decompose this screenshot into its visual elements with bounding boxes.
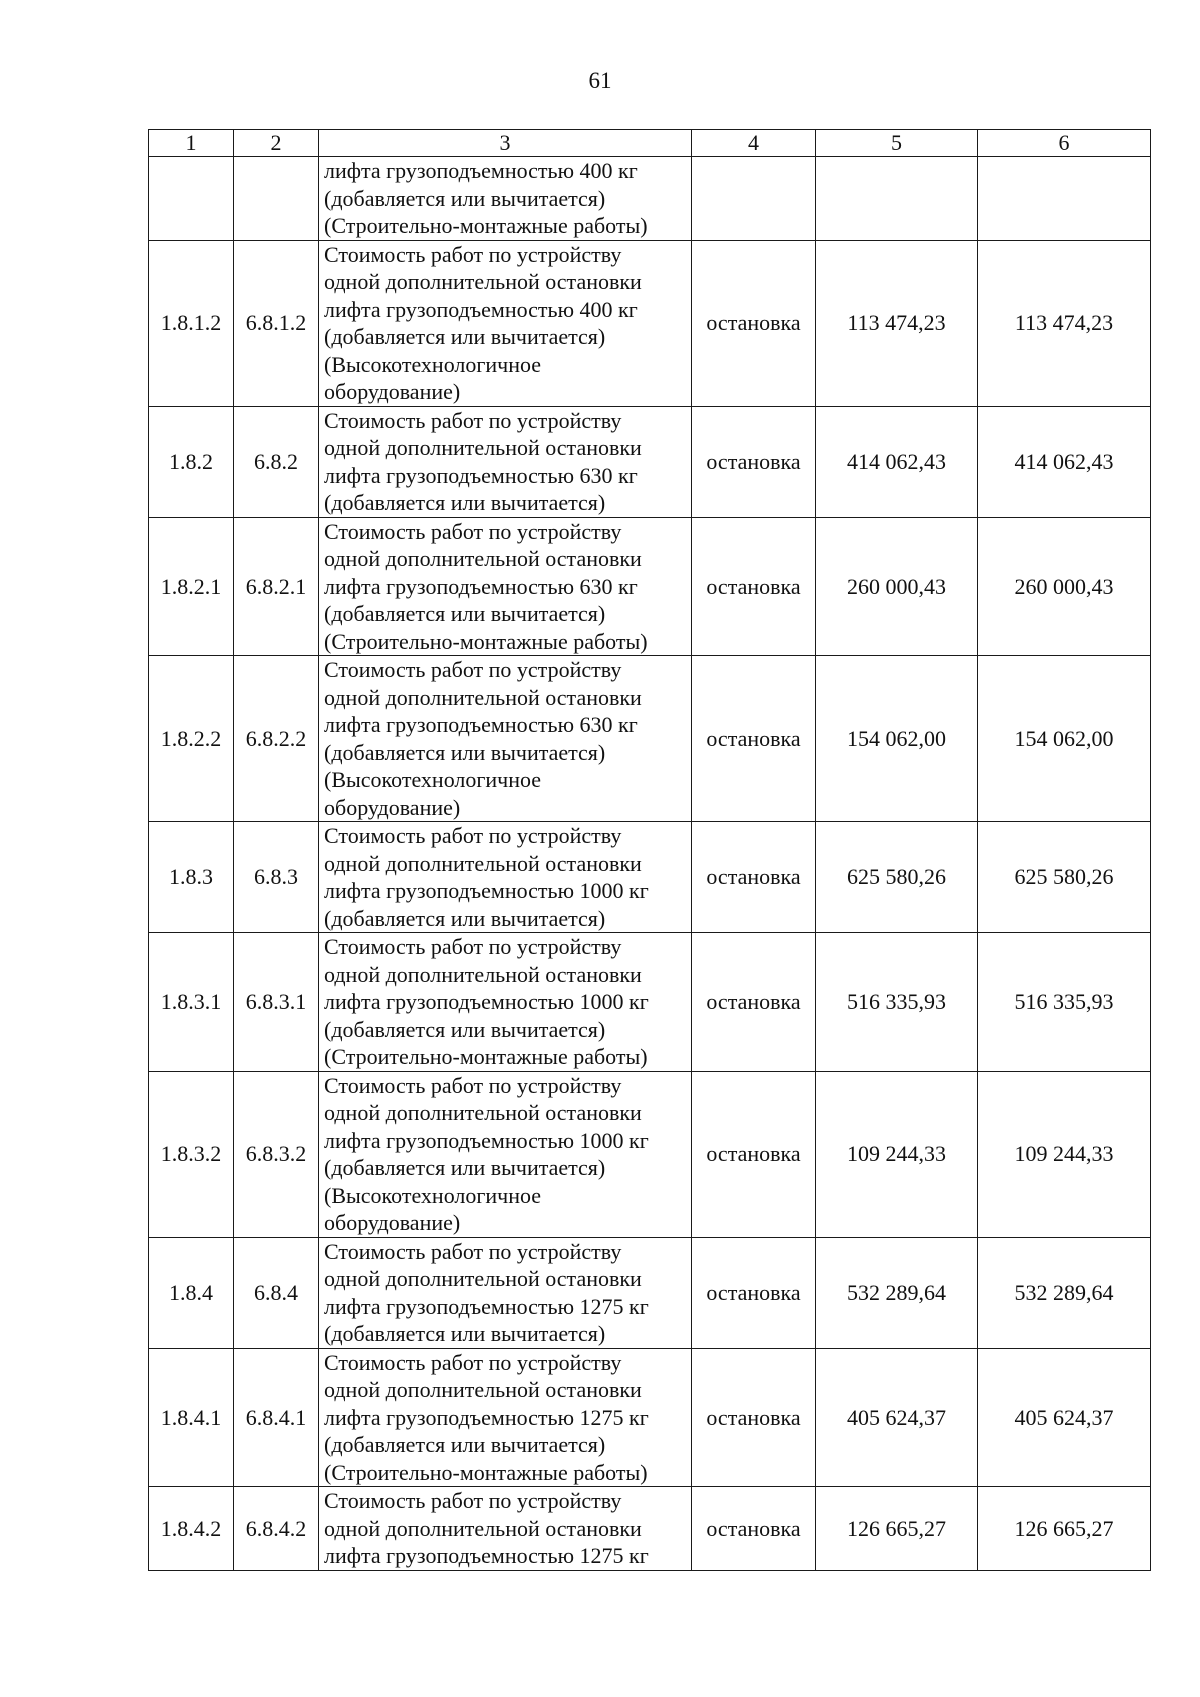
- total-cost-cell: 414 062,43: [978, 406, 1151, 517]
- total-cost-cell: 532 289,64: [978, 1237, 1151, 1348]
- unit-cell: остановка: [692, 656, 816, 822]
- description-line: лифта грузоподъемностью 400 кг: [324, 158, 638, 183]
- description-line: одной дополнительной остановки: [324, 684, 642, 710]
- section-code-cell: 1.8.2.2: [149, 656, 234, 822]
- description-cell: [319, 157, 692, 241]
- table-row: [149, 822, 1151, 933]
- unit-cell: остановка: [692, 406, 816, 517]
- cost-cell: 414 062,43: [816, 406, 978, 517]
- header-cell: 1: [149, 130, 234, 157]
- page-number: 61: [588, 68, 612, 93]
- total-cost-cell: 154 062,00: [978, 656, 1151, 822]
- unit-cell: остановка: [692, 517, 816, 656]
- description-line: Стоимость работ по устройству: [324, 1488, 622, 1513]
- description-line: одной дополнительной остановки: [324, 1100, 642, 1125]
- section-code-cell: 1.8.4: [149, 1237, 234, 1348]
- total-cost-cell: 113 474,23: [978, 240, 1151, 406]
- section-code-cell: 1.8.2: [149, 406, 234, 517]
- cost-cell: 625 580,26: [816, 822, 978, 933]
- description-cell: [319, 1237, 692, 1348]
- description-line: (добавляется или вычитается): [324, 1016, 606, 1042]
- description-line: (добавляется или вычитается): [324, 601, 606, 626]
- description-line: (добавляется или вычитается): [324, 324, 606, 349]
- item-code-cell: 6.8.3.2: [234, 1071, 319, 1237]
- cost-cell: 260 000,43: [816, 517, 978, 656]
- description-line: (Строительно-монтажные работы): [324, 213, 648, 238]
- total-cost-cell: 405 624,37: [978, 1348, 1151, 1487]
- section-code-cell: [149, 157, 234, 241]
- table-row: [149, 1348, 1151, 1487]
- cost-cell: 154 062,00: [816, 656, 978, 822]
- description-cell: [319, 240, 692, 406]
- table-row: [149, 933, 1151, 1072]
- unit-cell: остановка: [692, 240, 816, 406]
- description-line: Стоимость работ по устройству: [324, 934, 622, 959]
- header-cell: 6: [978, 130, 1151, 157]
- description-line: одной дополнительной остановки: [324, 1515, 642, 1541]
- description-line: лифта грузоподъемностью 1275 кг: [324, 1293, 649, 1319]
- total-cost-cell: 516 335,93: [978, 933, 1151, 1072]
- description-line: одной дополнительной остановки: [324, 269, 642, 294]
- description-line: лифта грузоподъемностью 630 кг: [324, 462, 638, 488]
- table-row: [149, 656, 1151, 822]
- description-line: Стоимость работ по устройству: [324, 823, 622, 848]
- description-line: (Строительно-монтажные работы): [324, 1044, 648, 1069]
- description-line: (добавляется или вычитается): [324, 1155, 606, 1180]
- description-line: (Строительно-монтажные работы): [324, 628, 648, 654]
- table-row: [149, 1071, 1151, 1237]
- description-line: лифта грузоподъемностью 1275 кг: [324, 1543, 649, 1568]
- item-code-cell: 6.8.3.1: [234, 933, 319, 1072]
- description-line: (Высокотехнологичное: [324, 767, 542, 792]
- total-cost-cell: 260 000,43: [978, 517, 1151, 656]
- unit-cell: [692, 157, 816, 241]
- description-line: (добавляется или вычитается): [324, 1321, 606, 1346]
- description-line: Стоимость работ по устройству: [324, 518, 622, 544]
- description-cell: [319, 1071, 692, 1237]
- description-line: лифта грузоподъемностью 630 кг: [324, 712, 638, 737]
- description-line: лифта грузоподъемностью 1000 кг: [324, 989, 649, 1014]
- header-cell: 3: [319, 130, 692, 157]
- unit-cell: остановка: [692, 1071, 816, 1237]
- description-line: оборудование): [324, 379, 461, 404]
- description-line: лифта грузоподъемностью 1275 кг: [324, 1404, 649, 1430]
- section-code-cell: 1.8.4.2: [149, 1487, 234, 1571]
- description-line: (добавляется или вычитается): [324, 1432, 606, 1457]
- item-code-cell: [234, 157, 319, 241]
- description-line: Стоимость работ по устройству: [324, 657, 622, 682]
- description-line: лифта грузоподъемностью 400 кг: [324, 296, 638, 322]
- description-line: (Высокотехнологичное: [324, 1182, 542, 1208]
- description-line: оборудование): [324, 794, 461, 820]
- table-row: [149, 406, 1151, 517]
- unit-cell: остановка: [692, 1237, 816, 1348]
- description-line: одной дополнительной остановки: [324, 435, 642, 460]
- description-cell: [319, 656, 692, 822]
- description-cell: [319, 822, 692, 933]
- item-code-cell: 6.8.1.2: [234, 240, 319, 406]
- total-cost-cell: 625 580,26: [978, 822, 1151, 933]
- price-table: [148, 129, 1151, 1571]
- cost-cell: 405 624,37: [816, 1348, 978, 1487]
- description-line: лифта грузоподъемностью 630 кг: [324, 573, 638, 599]
- total-cost-cell: 126 665,27: [978, 1487, 1151, 1571]
- table-body: [149, 130, 1151, 1571]
- cost-cell: [816, 157, 978, 241]
- description-line: (добавляется или вычитается): [324, 905, 606, 931]
- unit-cell: остановка: [692, 1348, 816, 1487]
- description-line: Стоимость работ по устройству: [324, 407, 622, 433]
- table-header-row: [149, 130, 1151, 157]
- description-line: одной дополнительной остановки: [324, 1377, 642, 1402]
- cost-cell: 126 665,27: [816, 1487, 978, 1571]
- item-code-cell: 6.8.2: [234, 406, 319, 517]
- total-cost-cell: 109 244,33: [978, 1071, 1151, 1237]
- description-line: Стоимость работ по устройству: [324, 241, 622, 267]
- table-row: [149, 1237, 1151, 1348]
- description-line: Стоимость работ по устройству: [324, 1072, 622, 1098]
- item-code-cell: 6.8.2.1: [234, 517, 319, 656]
- table-row: [149, 240, 1151, 406]
- cost-cell: 516 335,93: [816, 933, 978, 1072]
- total-cost-cell: [978, 157, 1151, 241]
- item-code-cell: 6.8.3: [234, 822, 319, 933]
- unit-cell: остановка: [692, 933, 816, 1072]
- cost-cell: 113 474,23: [816, 240, 978, 406]
- description-line: Стоимость работ по устройству: [324, 1238, 622, 1264]
- table-row: [149, 157, 1151, 241]
- description-cell: [319, 406, 692, 517]
- header-cell: 5: [816, 130, 978, 157]
- description-line: одной дополнительной остановки: [324, 546, 642, 571]
- description-line: (Строительно-монтажные работы): [324, 1459, 648, 1485]
- description-line: лифта грузоподъемностью 1000 кг: [324, 1127, 649, 1153]
- cost-cell: 532 289,64: [816, 1237, 978, 1348]
- description-cell: [319, 1487, 692, 1571]
- description-line: (добавляется или вычитается): [324, 490, 606, 515]
- description-line: одной дополнительной остановки: [324, 961, 642, 987]
- description-line: Стоимость работ по устройству: [324, 1349, 622, 1375]
- description-line: одной дополнительной остановки: [324, 850, 642, 876]
- description-line: (добавляется или вычитается): [324, 185, 606, 211]
- section-code-cell: 1.8.1.2: [149, 240, 234, 406]
- section-code-cell: 1.8.3: [149, 822, 234, 933]
- section-code-cell: 1.8.3.2: [149, 1071, 234, 1237]
- description-line: оборудование): [324, 1210, 461, 1235]
- description-line: одной дополнительной остановки: [324, 1266, 642, 1291]
- table-row: [149, 517, 1151, 656]
- header-cell: 4: [692, 130, 816, 157]
- section-code-cell: 1.8.4.1: [149, 1348, 234, 1487]
- table-row: [149, 1487, 1151, 1571]
- item-code-cell: 6.8.4: [234, 1237, 319, 1348]
- item-code-cell: 6.8.4.2: [234, 1487, 319, 1571]
- description-cell: [319, 1348, 692, 1487]
- unit-cell: остановка: [692, 822, 816, 933]
- description-cell: [319, 933, 692, 1072]
- item-code-cell: 6.8.4.1: [234, 1348, 319, 1487]
- header-cell: 2: [234, 130, 319, 157]
- description-cell: [319, 517, 692, 656]
- unit-cell: остановка: [692, 1487, 816, 1571]
- item-code-cell: 6.8.2.2: [234, 656, 319, 822]
- cost-cell: 109 244,33: [816, 1071, 978, 1237]
- section-code-cell: 1.8.2.1: [149, 517, 234, 656]
- description-line: (добавляется или вычитается): [324, 739, 606, 765]
- description-line: (Высокотехнологичное: [324, 351, 542, 377]
- description-line: лифта грузоподъемностью 1000 кг: [324, 878, 649, 903]
- section-code-cell: 1.8.3.1: [149, 933, 234, 1072]
